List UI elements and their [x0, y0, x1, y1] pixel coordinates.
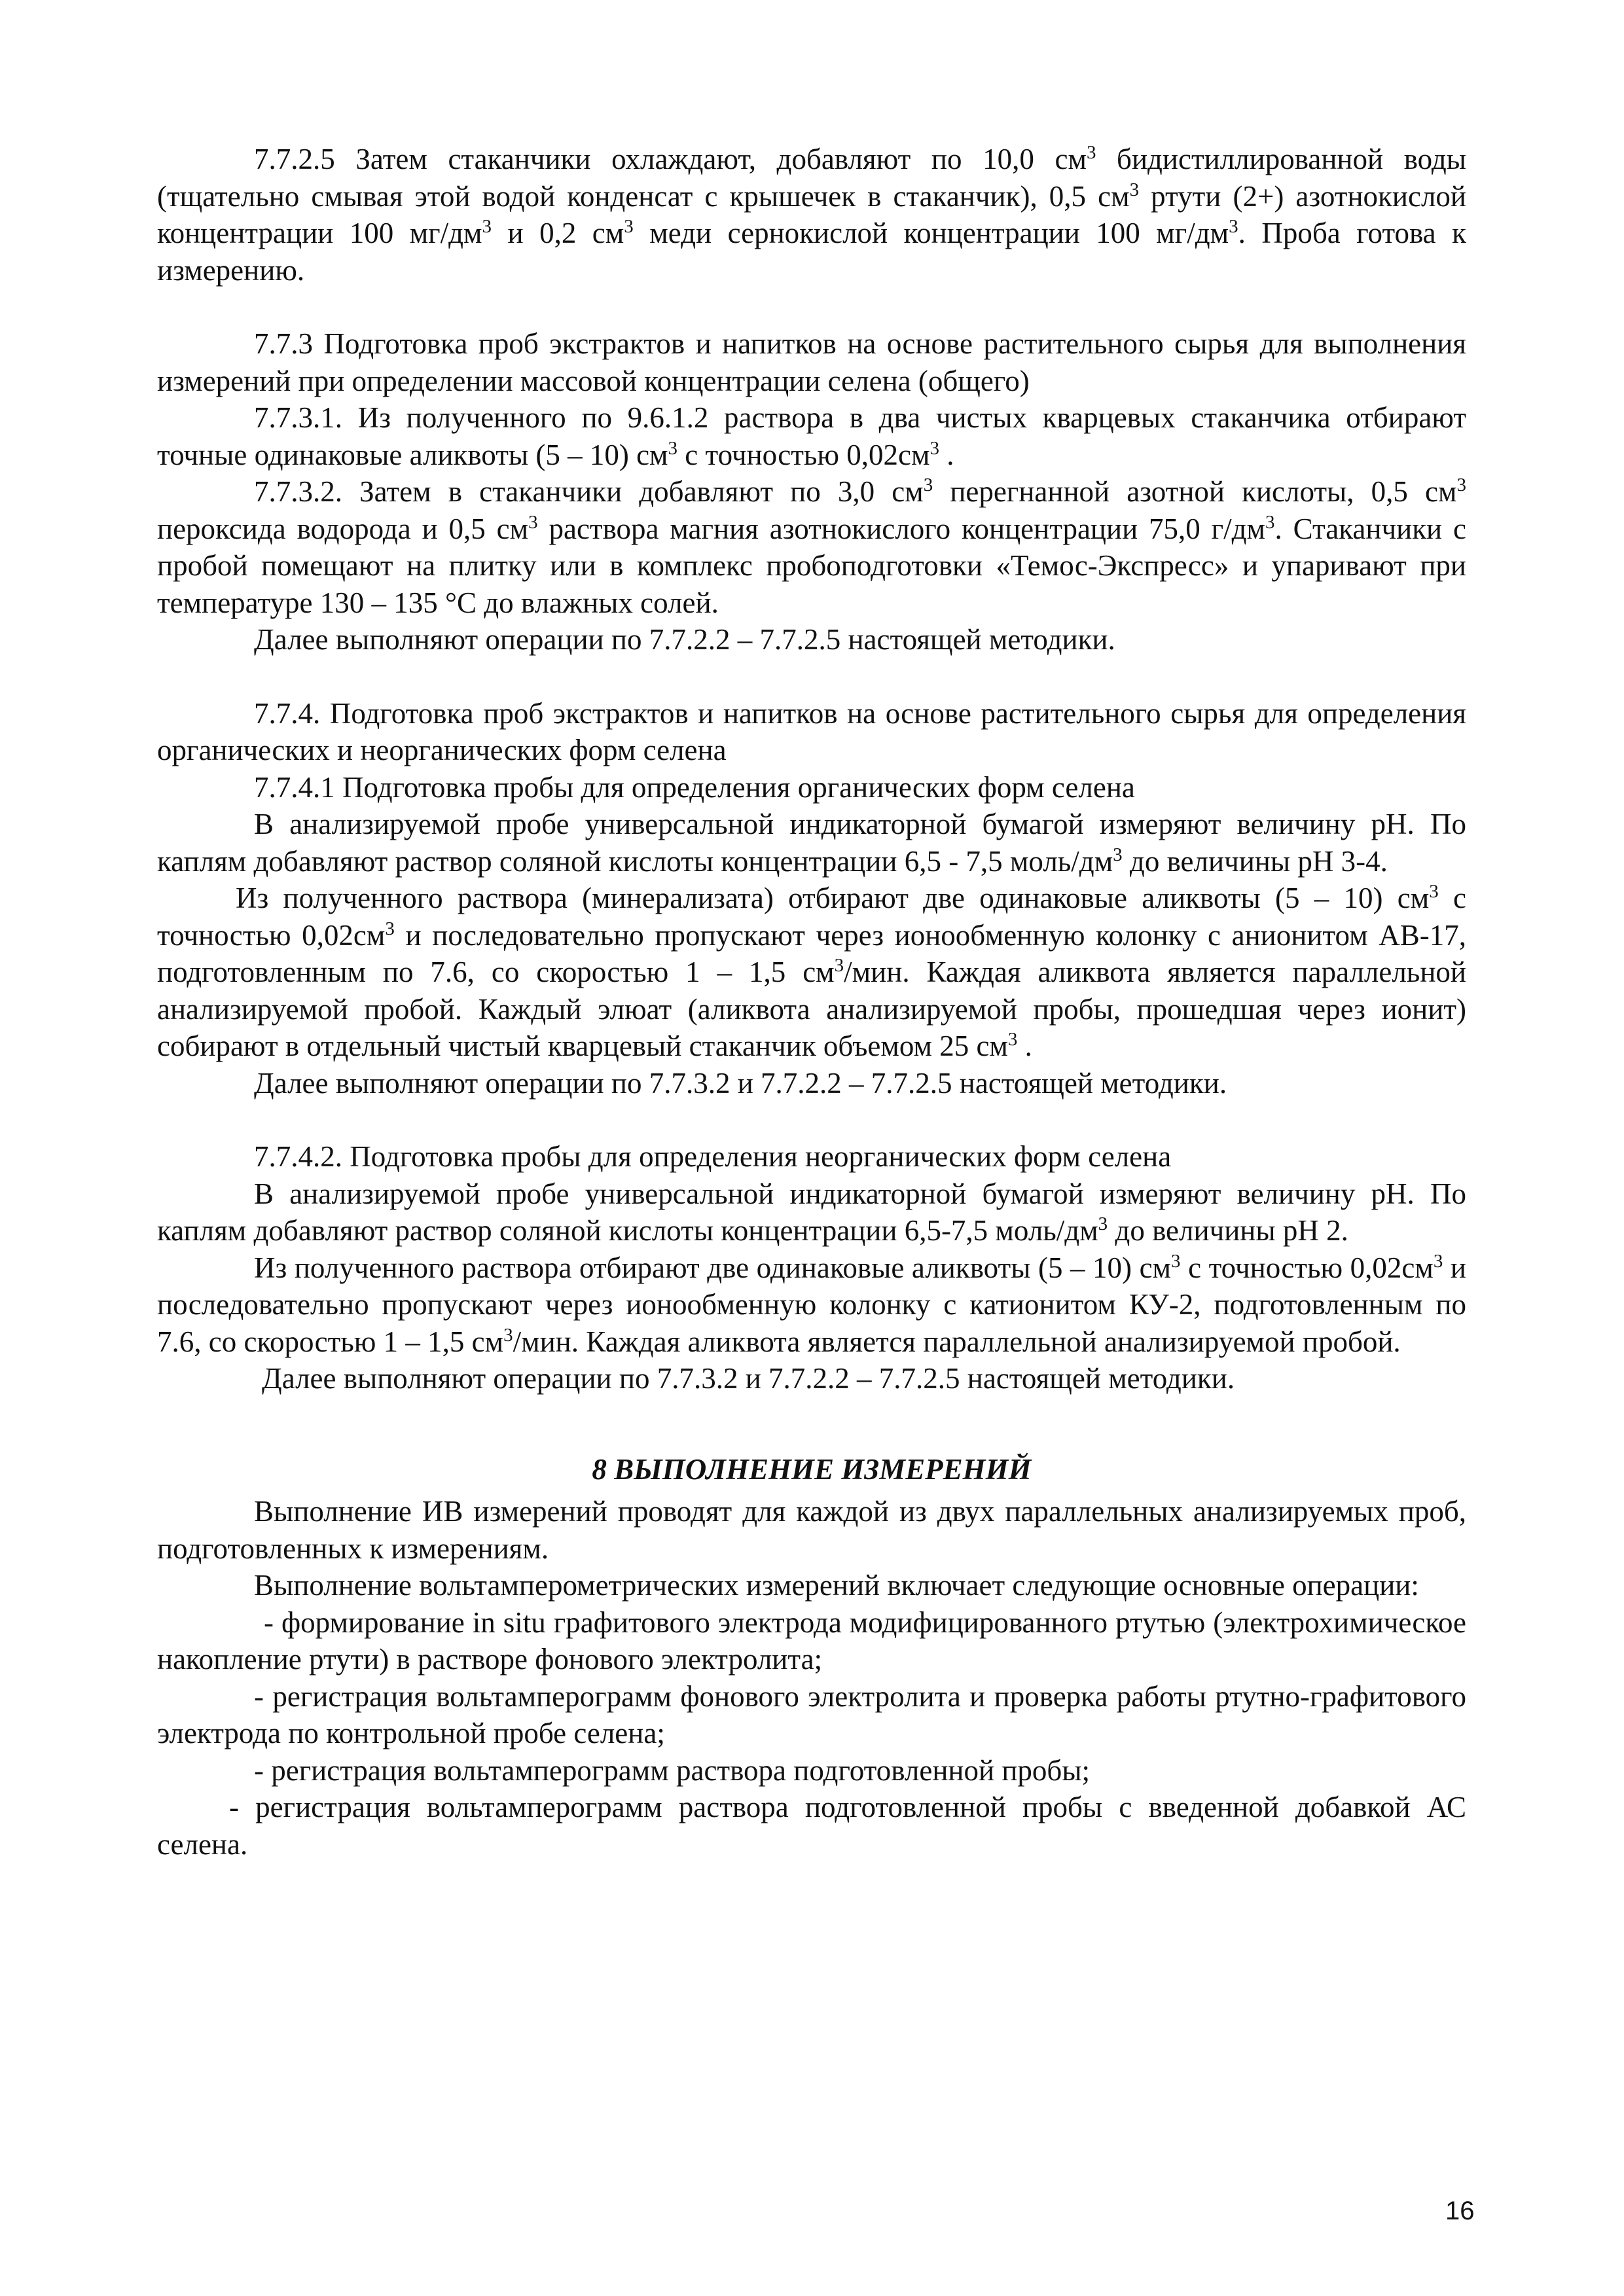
paragraph-7-7-2-5: 7.7.2.5 Затем стаканчики охлаждают, добавляют по 10,0 $см^3$ бидистиллированной воды (тщательно смывая этой водой конденсат с крышечек в стаканчик), 0,5 $см^3$ ртути (2+) азотнокислой концентрации 100 $мг/дм^3$ и 0,2 $см^3$ меди сернокислой концентрации 100 $мг/дм^3$. Проба готова к измерению. — [157, 142, 1467, 287]
section-7-7-3-heading: 7.7.3 Подготовка проб экстрактов и напитков на основе растительного сырья для выполнения измерений при определении массовой концентрации селена (общего) — [157, 327, 1466, 397]
subsection-7-7-4-1: 7.7.4.1 Подготовка пробы для определения органических форм селена — [254, 770, 1135, 804]
section-7-7-4-heading: 7.7.4. Подготовка проб экстрактов и напитков на основе растительного сырья для определения органических и неорганических форм селена — [157, 696, 1466, 766]
paragraph-7-7-4-1-next: Далее выполняют операции по 7.7.3.2 и 7.7.2.2 – 7.7.2.5 настоящей методики. — [254, 1066, 1227, 1100]
paragraph-7-7-3-next: Далее выполняют операции по 7.7.2.2 – 7.7.2.5 настоящей методики. — [254, 623, 1115, 656]
list-item: - формирование in situ графитового электрода модифицированного ртутью (электрохимическое накопление ртути) в растворе фонового электролита; — [157, 1605, 1466, 1676]
list-item: - регистрация вольтамперограмм раствора подготовленной пробы с введенной добавкой АС селена. — [157, 1791, 1466, 1861]
paragraph-aliquot-organic: Из полученного раствора (минерализата) отбирают две одинаковые аликвоты (5 – 10) $см^3$ с точностью $0,02см^3$ и последовательно пропускают через ионообменную колонку с анионитом АВ-17, подготовленным по 7.6, со скоростью 1 – 1,5 $см^3$/мин. Каждая аликвота является параллельной анализируемой пробой. Каждый элюат (аликвота анализируемой пробы, прошедшая через ионит) собирают в отдельный чистый кварцевый стаканчик объемом 25 $см^3$ . — [157, 881, 1466, 1062]
paragraph-8-1: Выполнение ИВ измерений проводят для каждой из двух параллельных анализируемых проб, подготовленных к измерениям. — [157, 1495, 1466, 1565]
subsection-7-7-4-2: 7.7.4.2. Подготовка пробы для определения неорганических форм селена — [254, 1140, 1172, 1173]
paragraph-7-7-3-1: 7.7.3.1. Из полученного по 9.6.1.2 раствора в два чистых кварцевых стаканчика отбирают точные одинаковые аликвоты (5 – 10) $см^3$ с точностью $0,02см^3$ . — [157, 401, 1466, 471]
paragraph-ph-inorganic: В анализируемой пробе универсальной индикаторной бумагой измеряют величину рН. По каплям добавляют раствор соляной кислоты концентрации 6,5-7,5 моль/$дм^3$ до величины рН 2. — [157, 1177, 1466, 1247]
section-8-title: 8 ВЫПОЛНЕНИЕ ИЗМЕРЕНИЙ — [592, 1452, 1032, 1486]
page-number: 16 — [1445, 2197, 1475, 2225]
paragraph-7-7-3-2: 7.7.3.2. Затем в стаканчики добавляют по 3,0 $см^3$ перегнанной азотной кислоты, 0,5 $см^3$ пероксида водорода и 0,5 $см^3$ раствора магния азотнокислого концентрации 75,0 $г/дм^3$. Стаканчики с пробой помещают на плитку или в комплекс пробоподготовки «Темос-Экспресс» и упаривают при температуре 130 – 135 °С до влажных солей. — [157, 475, 1466, 619]
list-item: - регистрация вольтамперограмм фонового электролита и проверка работы ртутно-графитового электрода по контрольной пробе селена; — [157, 1679, 1466, 1749]
paragraph-ph-organic: В анализируемой пробе универсальной индикаторной бумагой измеряют величину рН. По каплям добавляют раствор соляной кислоты концентрации 6,5 - 7,5 моль/$дм^3$ до величины рН 3-4. — [157, 808, 1466, 878]
paragraph-7-7-4-2-next: Далее выполняют операции по 7.7.3.2 и 7.7.2.2 – 7.7.2.5 настоящей методики. — [262, 1362, 1235, 1395]
paragraph-8-2: Выполнение вольтамперометрических измерений включает следующие основные операции: — [254, 1569, 1419, 1602]
paragraph-aliquot-inorganic: Из полученного раствора отбирают две одинаковые аликвоты (5 – 10) $см^3$ с точностью $0,02см^3$ и последовательно пропускают через ионообменную колонку с катионитом КУ-2, подготовленным по 7.6, со скоростью 1 – 1,5 $см^3$/мин. Каждая аликвота является параллельной анализируемой пробой. — [157, 1250, 1466, 1358]
document-page — [157, 141, 1466, 1863]
list-item: - регистрация вольтамперограмм раствора подготовленной пробы; — [254, 1753, 1091, 1787]
